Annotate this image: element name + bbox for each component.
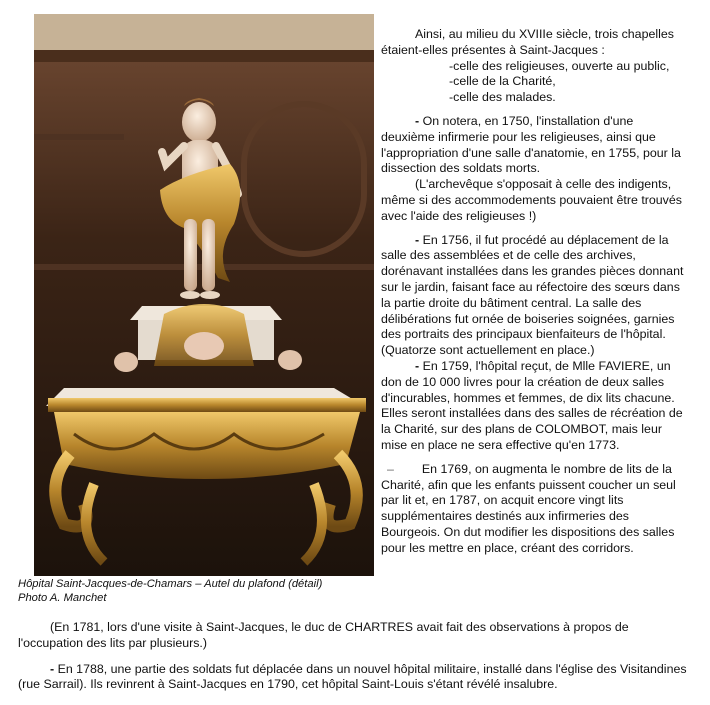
paragraph-1756: - En 1756, il fut procédé au déplacement de la salle des assemblées et de celle des archives, dorénavant installées dans les grandes pièces donnant sur le jardin, faisant face au réfectoire des sœurs dans la partie droite du bâtiment central. La salle des délibérations fut ornée de boiseries soignées, garnies des portraits des principaux bienfaiteurs de l'hôpital. (Quatorze sont actuellement en place.) — [381, 232, 684, 358]
list-item: -celle des religieuses, ouverte au public, — [449, 58, 670, 73]
photo-caption — [18, 578, 378, 605]
text-column — [381, 27, 686, 557]
caption-credit: Photo A. Manchet — [18, 591, 107, 604]
paragraph-1769: – En 1769, on augmenta le nombre de lits de la Charité, afin que les enfants puissent coucher un seul par lit et, en 1787, on acquit encore vingt lits supplémentaires destinés aux infirmeries des Bourgeois. On dut modifier les dispositions des salles pour les mettre en place, créant des corridors. — [381, 461, 676, 555]
chapel-list — [381, 59, 686, 106]
caption-title: Hôpital Saint-Jacques-de-Chamars – Autel du plafond (détail) — [18, 578, 323, 590]
bottom-text — [18, 620, 690, 703]
paragraph-1759: - En 1759, l'hôpital reçut, de Mlle FAVIERE, un don de 10 000 livres pour la création de deux salles d'incurables, hommes et femmes, de dix lits chacune. Elles seront installées dans des salles de récréation de la Charité, sur des plans de COLOMBOT, mais leur mise en place ne sera effective qu'en 1773. — [381, 358, 683, 452]
paragraph-archbishop: (L'archevêque s'opposait à celle des indigents, même si des accommodements pouvaient être trouvés avec l'aide des religieuses !) — [381, 177, 682, 223]
paragraph-1788: - En 1788, une partie des soldats fut déplacée dans un nouvel hôpital militaire, installé dans l'église des Visitandines (rue Sarrail). Ils revinrent à Saint-Jacques en 1790, cet hôpital Saint-Louis s'étant révélé insalubre. — [18, 661, 687, 692]
paragraph-intro: Ainsi, au milieu du XVIIIe siècle, trois chapelles étaient-elles présentes à Saint-Jacques : — [381, 27, 674, 57]
paragraph-1750: - On notera, en 1750, l'installation d'une deuxième infirmerie pour les religieuses, ainsi que l'appropriation d'une salle d'anatomie, en 1755, pour la dissection des soldats morts. — [381, 113, 681, 176]
altar-photo — [34, 14, 374, 576]
list-item: -celle des malades. — [449, 90, 556, 105]
paragraph-1781: (En 1781, lors d'une visite à Saint-Jacques, le duc de CHARTRES avait fait des observations à propos de l'occupation des lits par plusieurs.) — [18, 620, 629, 650]
list-item: -celle de la Charité, — [449, 74, 556, 89]
